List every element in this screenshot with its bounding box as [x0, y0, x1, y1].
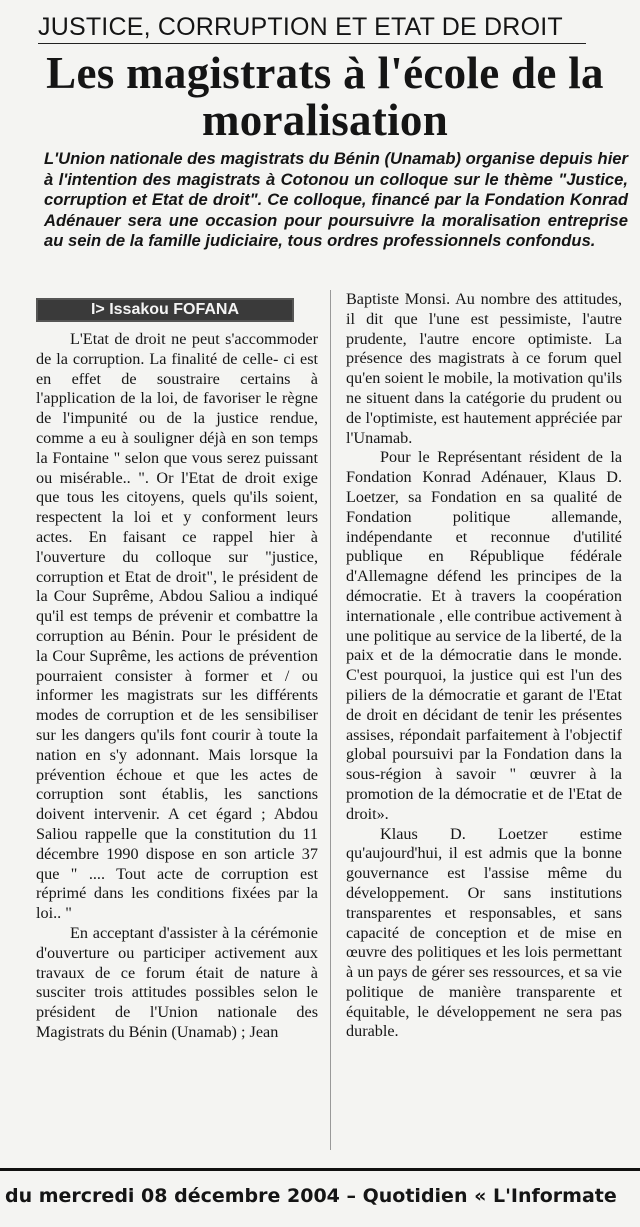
- article-column-2: [346, 290, 622, 1042]
- publication-footer: du mercredi 08 décembre 2004 – Quotidien « L'Informate: [5, 1185, 617, 1207]
- article-column-1: [36, 330, 318, 1043]
- column-1-paragraph-2: En acceptant d'assister à la cérémonie d'ouverture ou participer activement aux travaux de ce forum était de nature à susciter trois attitudes possibles selon le président de l'Union nationale des Magistrats du Bénin (Unamab) ; Jean: [36, 923, 318, 1041]
- footer-rule: [0, 1168, 640, 1171]
- author-byline: I> Issakou FOFANA: [36, 298, 294, 322]
- article-lede: L'Union nationale des magistrats du Bénin (Unamab) organise depuis hier à l'intention des magistrats à Cotonou un colloque sur le thème "Justice, corruption et Etat de droit". Ce colloque, financé par la Fondation Konrad Adénauer sera une occasion pour poursuivre la moralisation entreprise au sein de la famille judiciaire, tous ordres professionnels confondus.: [44, 149, 628, 250]
- section-rubric: JUSTICE, CORRUPTION ET ETAT DE DROIT: [38, 12, 586, 44]
- column-2-paragraph-3: Klaus D. Loetzer estime qu'aujourd'hui, il est admis que la bonne gouvernance est l'assise même du développement. Or sans institutions transparentes et responsables, et sans capacité de conception et de mise en œuvre des politiques et les lois permettant à un pays de gérer ses ressources, et sa vie politique de manière transparente et équitable, le développement ne sera pas durable.: [346, 824, 622, 1041]
- column-1-paragraph-1: L'Etat de droit ne peut s'accommoder de la corruption. La finalité de celle- ci est en effet de soustraire certains à l'application de la loi, de favoriser le règne de l'impunité ou de la justice rendue, comme a eu à souligner déjà en son temps la Fontaine " selon que vous serez puissant ou misérable.. ". Or l'Etat de droit exige que tous les citoyens, quels qu'ils soient, respectent la loi et y conforment leurs actes. En faisant ce rappel hier à l'ouverture du colloque sur "justice, corruption et Etat de droit", le président de la Cour Suprême, Abdou Saliou a indiqué qu'il est temps de prévenir et combattre la corruption au Bénin. Pour le président de la Cour Suprême, les actions de prévention pourraient consister à former et / ou informer les magistrats sur les différents modes de corruption et de les sensibiliser sur les dangers qu'ils font courir à toute la nation en s'y adonnant. Mais lorsque la prévention échoue et que les actes de corruption sont établis, les sanctions doivent intervenir. A cet égard ; Abdou Saliou rappelle que la constitution du 11 décembre 1990 dispose en son article 37 que " .... Tout acte de corruption est réprimé dans les conditions fixées par la loi.. ": [36, 330, 318, 923]
- column-2-paragraph-1: Baptiste Monsi. Au nombre des attitudes, il dit que l'une est pessimiste, l'autre prudente, l'autre encore optimiste. La présence des magistrats à ce forum quel qu'en soient le mobile, la motivation qu'ils ne situent dans la catégorie du prudent ou de l'optimiste, est hautement appréciée par l'Unamab.: [346, 290, 622, 447]
- column-2-paragraph-2: Pour le Représentant résident de la Fondation Konrad Adénauer, Klaus D. Loetzer, sa Fondation en sa qualité de Fondation politique allemande, indépendante et reconnue d'utilité publique en République fédérale d'Allemagne défend les principes de la démocratie. Et à travers la coopération internationale , elle contribue activement à une politique au service de la liberté, de la paix et de la démocratie dans le monde. C'est pourquoi, la justice qui est l'un des piliers de la démocratie et garant de l'Etat de droit en décidant de tenir les présentes assises, répondait parfaitement à l'objectif global poursuivi par la Fondation dans la sous-région à savoir " œuvrer à la promotion de la démocratie et de l'Etat de droit».: [346, 448, 622, 823]
- article-headline: Les magistrats à l'école de la moralisation: [46, 48, 604, 145]
- column-divider: [330, 290, 331, 1150]
